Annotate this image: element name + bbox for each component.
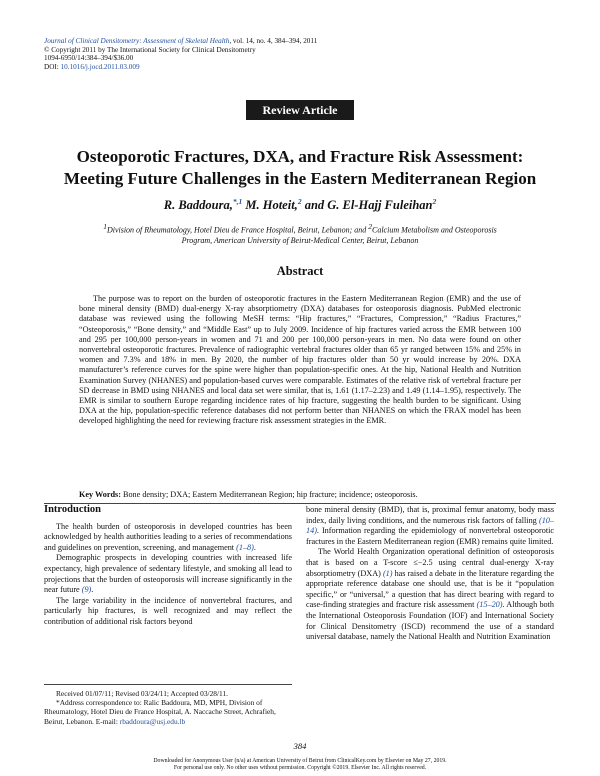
keywords-label: Key Words:: [79, 490, 121, 499]
title-line-2: Meeting Future Challenges in the Eastern Mediterranean Region: [63, 169, 537, 188]
doi-label: DOI:: [44, 62, 61, 71]
footnote: [44, 684, 292, 726]
abstract-text: The purpose was to report on the burden of osteoporotic fractures in the Eastern Mediterranean Region (EMR) and the use of bone mineral density (BMD) dual-energy X-ray absorptiometry (DXA) databases for osteoporosis diagnosis. PubMed electronic database was reviewed using the following MeSH terms: “Hip fractures,” “Fractures, Compression,” “Radius Fractures,” “Osteoporosis,” “Bone density,” and “Middle East” up to July 2009. Incidence of hip fractures varied across the EMR between 100 and 295 per 100,000 person-years in women and 71 and 200 per 100,000 person-years in men. No data were found on other nonvertebral osteoporotic fractures. Prevalence of radiographic vertebral fractures older than 65 yr ranged between 15% and 25% in women and 7.3% and 18% in men. By 2020, the number of hip fractures older than 50 yr would increase by 20%. DXA manufacturer’s reference curves for the spine were higher than population-specific ones. At the hip, National Health and Nutrition Examination Survey (NHANES) and population-based curves were comparable. Estimates of the relative risk of vertebral fracture per SD decrease in BMD using NHANES and local data set were similar, that is, 1.61 (1.17–2.23) and 1.49 (1.14–1.95), respectively. The EMR is similar to southern Europe regarding incidence rates of hip fracture, suggesting the health burden to be significant. Using DXA at the hip, population-specific reference databases did not perform better than NHANES on which the FRAX model has been developed highlighting the need for reviewing fracture risk assessment strategies in the EMR.: [79, 294, 521, 426]
intro-p1-text: The health burden of osteoporosis in developed countries has been acknowledged by health authorities leading to a series of recommendations and guidelines on prevention, screening, and management: [44, 521, 292, 552]
journal-citation: [44, 37, 317, 46]
email-link[interactable]: rbaddoura@usj.edu.lb: [119, 716, 186, 726]
page-number: 384: [293, 741, 307, 751]
keywords-list: Bone density; DXA; Eastern Mediterranean Region; hip fracture; incidence; osteoporosis.: [120, 490, 418, 499]
affil-2-text: Calcium Metabolism and Osteoporosis: [371, 225, 497, 235]
affiliations: [60, 222, 540, 247]
reference-link[interactable]: (10–14): [306, 515, 554, 536]
intro-p2-end: .: [91, 585, 94, 595]
download-notice: [0, 758, 600, 772]
journal-name[interactable]: Journal of Clinical Densitometry: Assessment of Skeletal Health: [44, 37, 230, 45]
doi-link[interactable]: 10.1016/j.jocd.2011.03.009: [60, 62, 140, 71]
introduction-heading: Introduction: [44, 504, 101, 515]
right-p1-text: bone mineral density (BMD), that is, proximal femur anatomy, body mass index, daily living conditions, and the numerous risk factors of falling: [306, 505, 554, 525]
right-paragraph-2: [306, 547, 554, 642]
intro-p2-text: Demographic prospects in developing countries with increased life expectancy, high prevalence of sedentary lifestyle, and smoking all lead to projections that the burden of osteoporosis will increase significantly in the near future: [44, 553, 292, 595]
reference-link[interactable]: (1): [382, 568, 393, 578]
reference-link[interactable]: (15–20): [476, 600, 503, 610]
correspondence-address: [44, 698, 292, 726]
affil-2-text-cont: Program, American University of Beirut-Medical Center, Beirut, Lebanon: [181, 236, 419, 246]
doi-line: [44, 63, 317, 72]
affil-2-mark: 2: [368, 222, 372, 231]
author-2: M. Hoteit,: [242, 198, 298, 213]
affil-1-mark: 1: [103, 222, 107, 231]
intro-paragraph-2: [44, 553, 292, 595]
intro-paragraph-3: The large variability in the incidence of nonvertebral fractures, and particularly hip fractures, is well recognized and may reflect the contribution of additional risk factors beyond: [44, 595, 292, 626]
author-1-affil[interactable]: *,1: [232, 197, 243, 206]
article-title: [30, 146, 570, 190]
article-type-badge: Review Article: [246, 100, 354, 120]
download-line-1: Downloaded for Anonymous User (n/a) at American University of Beirut from ClinicalKey.com by Elsevier on May 27, 2019.: [153, 758, 447, 764]
author-list: [30, 197, 570, 213]
issn-line: 1094-6950/14:384–394/$36.00: [44, 54, 134, 63]
journal-volume: , vol. 14, no. 4, 384–394, 2011: [229, 37, 318, 45]
right-p2-mid: has raised a debate in the literature regarding the appropriate reference database one should use, that is be it “population specific,” or “universal,” a question that has direct bearing with regard to case-finding strategies and fracture risk assessment: [306, 568, 554, 610]
reference-link[interactable]: (9): [81, 585, 92, 595]
title-line-1: Osteoporotic Fractures, DXA, and Fracture Risk Assessment:: [76, 147, 524, 166]
journal-header: [44, 37, 317, 71]
section-divider: [44, 503, 556, 504]
author-3: and G. El-Hajj Fuleihan: [301, 198, 433, 213]
download-line-2: For personal use only. No other uses without permission. Copyright ©2019. Elsevier Inc. All rights reserved.: [173, 765, 427, 772]
right-p2-text: The World Health Organization operational definition of osteoporosis that is based on a T-score ≤−2.5 using central dual-energy X-ray absorptiometry (DXA): [306, 547, 554, 578]
left-column: [44, 505, 292, 628]
reference-link[interactable]: (1–8): [236, 542, 254, 552]
affil-1-text: Division of Rheumatology, Hotel Dieu de France Hospital, Beirut, Lebanon; and: [106, 225, 369, 235]
intro-paragraph-1: [44, 522, 292, 554]
keywords: [79, 490, 521, 500]
right-p1-end: . Information regarding the epidemiology of nonvertebral osteoporotic fractures in the Eastern Mediterranean region (EMR) remains quite limited.: [306, 526, 554, 546]
intro-p1-end: .: [253, 542, 256, 552]
address-text: *Address correspondence to: Ralic Baddoura, MD, MPH, Division of Rheumatology, Hotel Dieu de France Hospital, A. Naccache Street, Achrafieh, Beirut, Lebanon. E-mail:: [44, 698, 276, 726]
author-1: R. Baddoura,: [163, 198, 233, 213]
right-p2-end: . Although both the International Osteoporosis Foundation (IOF) and International Society for Clinical Densitometry (ISCD) recommend the use of a standard universal database, namely the National Health and Nutrition Examination: [306, 600, 554, 642]
author-3-affil[interactable]: 2: [432, 197, 437, 206]
author-2-affil[interactable]: 2: [297, 197, 302, 206]
received-dates: Received 01/07/11; Revised 03/24/11; Accepted 03/28/11.: [56, 689, 229, 698]
right-column: [306, 505, 554, 643]
copyright-line: © Copyright 2011 by The International Society for Clinical Densitometry: [44, 45, 256, 54]
right-paragraph-1: [306, 505, 554, 547]
abstract-heading: Abstract: [276, 264, 324, 278]
